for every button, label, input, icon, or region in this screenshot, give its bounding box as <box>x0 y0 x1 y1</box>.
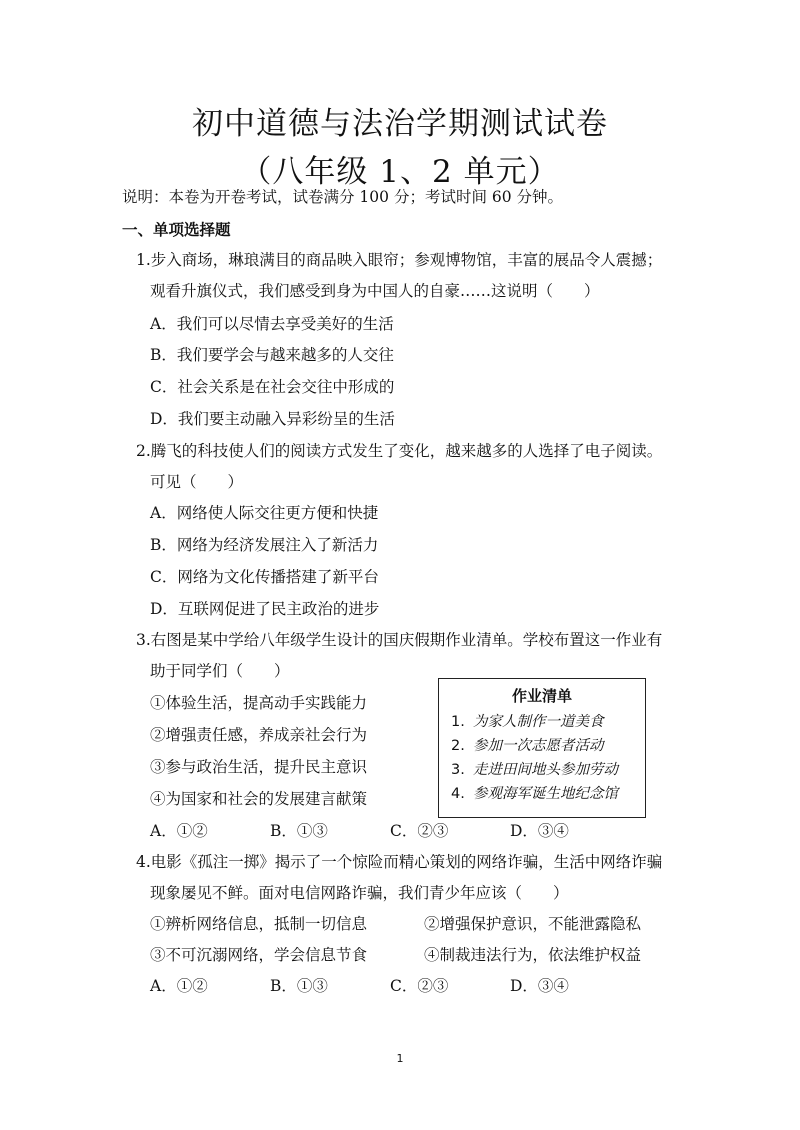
question-stem: 观看升旗仪式，我们感受到身为中国人的自豪……这说明（ ） <box>150 282 600 300</box>
statement-1: ①辨析网络信息，抵制一切信息 <box>150 915 368 933</box>
choice-a: A．①② <box>150 977 208 995</box>
choice-d: D．③④ <box>510 822 569 840</box>
statement-2: ②增强责任感，养成亲社会行为 <box>150 726 368 744</box>
homework-list-item: 4. 参观海军诞生地纪念馆 <box>451 786 618 802</box>
statement-1: ①体验生活，提高动手实践能力 <box>150 694 368 712</box>
option-c: C．网络为文化传播搭建了新平台 <box>150 568 379 586</box>
question-stem: 助于同学们（ ） <box>150 662 290 680</box>
section-heading: 一、单项选择题 <box>122 220 231 239</box>
statement-4: ④为国家和社会的发展建言献策 <box>150 790 368 808</box>
statement-3: ③不可沉溺网络，学会信息节食 <box>150 946 368 964</box>
page-number: 1 <box>396 1052 404 1065</box>
statement-3: ③参与政治生活，提升民主意识 <box>150 758 368 776</box>
choice-c: C．②③ <box>390 822 449 840</box>
homework-list-item: 1. 为家人制作一道美食 <box>451 714 604 730</box>
choice-c: C．②③ <box>390 977 449 995</box>
question-stem: 现象屡见不鲜。面对电信网路诈骗，我们青少年应该（ ） <box>150 884 569 902</box>
exam-title: 初中道德与法治学期测试试卷 <box>192 106 608 142</box>
option-d: D．我们要主动融入异彩纷呈的生活 <box>150 410 395 428</box>
option-b: B．我们要学会与越来越多的人交往 <box>150 346 394 364</box>
option-a: A．网络使人际交往更方便和快捷 <box>150 504 379 522</box>
exam-subtitle: （八年级 1、2 单元） <box>240 154 560 190</box>
question-stem: 2.腾飞的科技使人们的阅读方式发生了变化，越来越多的人选择了电子阅读。 <box>136 442 663 460</box>
homework-list-item: 2. 参加一次志愿者活动 <box>451 738 604 754</box>
statement-2: ②增强保护意识，不能泄露隐私 <box>424 915 642 933</box>
option-c: C．社会关系是在社会交往中形成的 <box>150 378 395 396</box>
option-b: B．网络为经济发展注入了新活力 <box>150 536 379 554</box>
homework-list-box <box>438 678 646 818</box>
option-a: A．我们可以尽情去享受美好的生活 <box>150 315 394 333</box>
homework-list-item: 3. 走进田间地头参加劳动 <box>451 762 618 778</box>
option-d: D．互联网促进了民主政治的进步 <box>150 600 380 618</box>
choice-d: D．③④ <box>510 977 569 995</box>
question-stem: 1.步入商场，琳琅满目的商品映入眼帘；参观博物馆，丰富的展品令人震撼； <box>136 251 663 269</box>
choice-b: B．①③ <box>270 822 328 840</box>
question-stem: 3.右图是某中学给八年级学生设计的国庆假期作业清单。学校布置这一作业有 <box>136 631 663 649</box>
homework-list-title: 作业清单 <box>511 687 572 705</box>
question-stem: 可见（ ） <box>150 473 244 491</box>
instructions: 说明：本卷为开卷考试，试卷满分 100 分；考试时间 60 分钟。 <box>122 188 564 206</box>
statement-4: ④制裁违法行为，依法维护权益 <box>424 946 642 964</box>
choice-a: A．①② <box>150 822 208 840</box>
choice-b: B．①③ <box>270 977 328 995</box>
question-stem: 4.电影《孤注一掷》揭示了一个惊险而精心策划的网络诈骗，生活中网络诈骗 <box>136 853 663 871</box>
